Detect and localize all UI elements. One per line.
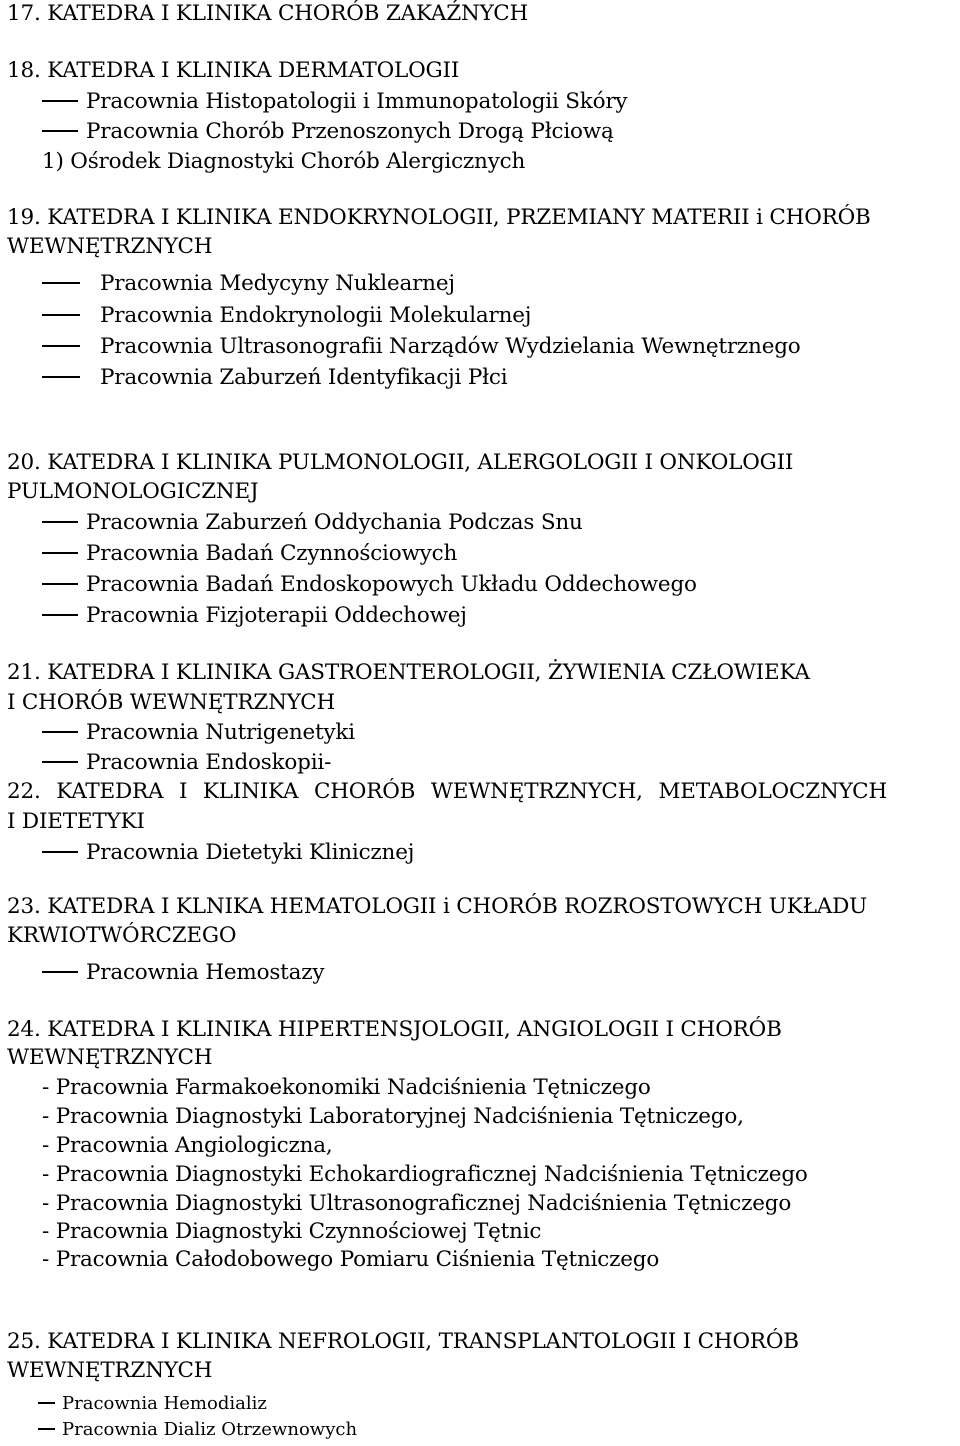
list-item: 1) Ośrodek Diagnostyki Chorób Alergicznych [42, 149, 526, 174]
list-item: - Pracownia Diagnostyki Czynnościowej Tętnic [42, 1219, 542, 1244]
list-item: - Pracownia Diagnostyki Ultrasonograficznej Nadciśnienia Tętniczego [42, 1191, 792, 1216]
list-item: - Pracownia Całodobowego Pomiaru Ciśnienia Tętniczego [42, 1247, 660, 1272]
dash-bullet [42, 761, 78, 763]
section-heading-18: 18. KATEDRA I KLINIKA DERMATOLOGII [7, 58, 460, 83]
section-heading-20: 20. KATEDRA I KLINIKA PULMONOLOGII, ALERGOLOGII I ONKOLOGII [7, 450, 794, 475]
list-item: - Pracownia Angiologiczna, [42, 1133, 333, 1158]
section-heading-24-cont: WEWNĘTRZNYCH [7, 1045, 213, 1070]
list-item: Pracownia Zaburzeń Oddychania Podczas Snu [42, 509, 960, 537]
list-item: Pracownia Badań Endoskopowych Układu Oddechowego [42, 571, 960, 599]
list-item: Pracownia Dietetyki Klinicznej [42, 839, 960, 867]
list-item: Pracownia Fizjoterapii Oddechowej [42, 602, 960, 630]
section-heading-23-cont: KRWIOTWÓRCZEGO [7, 923, 237, 948]
section-heading-21: 21. KATEDRA I KLINIKA GASTROENTEROLOGII, ŻYWIENIA CZŁOWIEKA [7, 660, 810, 685]
list-item: Pracownia Badań Czynnościowych [42, 540, 960, 568]
dash-bullet [42, 971, 78, 973]
dash-bullet [42, 282, 80, 284]
section-heading-25: 25. KATEDRA I KLINIKA NEFROLOGII, TRANSPLANTOLOGII I CHORÓB [7, 1329, 799, 1354]
dash-bullet [42, 851, 78, 853]
section-heading-25-cont: WEWNĘTRZNYCH [7, 1358, 213, 1383]
list-item: - Pracownia Diagnostyki Laboratoryjnej Nadciśnienia Tętniczego, [42, 1104, 744, 1129]
dash-bullet [42, 521, 78, 523]
dash-bullet [42, 314, 80, 316]
dash-bullet [38, 1428, 55, 1430]
list-item: Pracownia Histopatologii i Immunopatologii Skóry [42, 88, 960, 116]
section-heading-22-cont: I DIETETYKI [7, 809, 145, 834]
dash-bullet [42, 100, 78, 102]
list-item: - Pracownia Farmakoekonomiki Nadciśnienia Tętniczego [42, 1075, 651, 1100]
list-item: Pracownia Endoskopii- [42, 749, 960, 777]
dash-bullet [42, 731, 78, 733]
list-item: Pracownia Nutrigenetyki [42, 719, 960, 747]
list-item: Pracownia Chorób Przenoszonych Drogą Płciową [42, 118, 960, 146]
dash-bullet [42, 614, 78, 616]
section-heading-20-cont: PULMONOLOGICZNEJ [7, 479, 259, 504]
list-item: Pracownia Zaburzeń Identyfikacji Płci [42, 364, 960, 392]
list-item: Pracownia Endokrynologii Molekularnej [42, 302, 960, 330]
section-heading-24: 24. KATEDRA I KLINIKA HIPERTENSJOLOGII, ANGIOLOGII I CHORÓB [7, 1017, 782, 1042]
dash-bullet [42, 583, 78, 585]
dash-bullet [42, 376, 80, 378]
section-heading-23: 23. KATEDRA I KLNIKA HEMATOLOGII i CHORÓB ROZROSTOWYCH UKŁADU [7, 894, 868, 919]
list-item: Pracownia Dializ Otrzewnowych [38, 1418, 960, 1442]
list-item: Pracownia Ultrasonografii Narządów Wydzielania Wewnętrznego [42, 333, 960, 361]
section-heading-19: 19. KATEDRA I KLINIKA ENDOKRYNOLOGII, PRZEMIANY MATERII i CHORÓB [7, 205, 871, 230]
list-item: - Pracownia Diagnostyki Echokardiograficznej Nadciśnienia Tętniczego [42, 1162, 808, 1187]
list-item: Pracownia Medycyny Nuklearnej [42, 270, 960, 298]
section-heading-21-cont: I CHORÓB WEWNĘTRZNYCH [7, 690, 336, 715]
dash-bullet [42, 552, 78, 554]
dash-bullet [42, 130, 78, 132]
dash-bullet [38, 1402, 55, 1404]
dash-bullet [42, 345, 80, 347]
section-heading-19-cont: WEWNĘTRZNYCH [7, 234, 213, 259]
section-heading-22: 22. KATEDRA I KLINIKA CHORÓB WEWNĘTRZNYCH, METABOLOCZNYCH [7, 779, 887, 804]
list-item: Pracownia Hemostazy [42, 959, 960, 987]
section-heading-17: 17. KATEDRA I KLINIKA CHORÓB ZAKAŹNYCH [7, 1, 529, 26]
list-item: Pracownia Hemodializ [38, 1392, 960, 1416]
